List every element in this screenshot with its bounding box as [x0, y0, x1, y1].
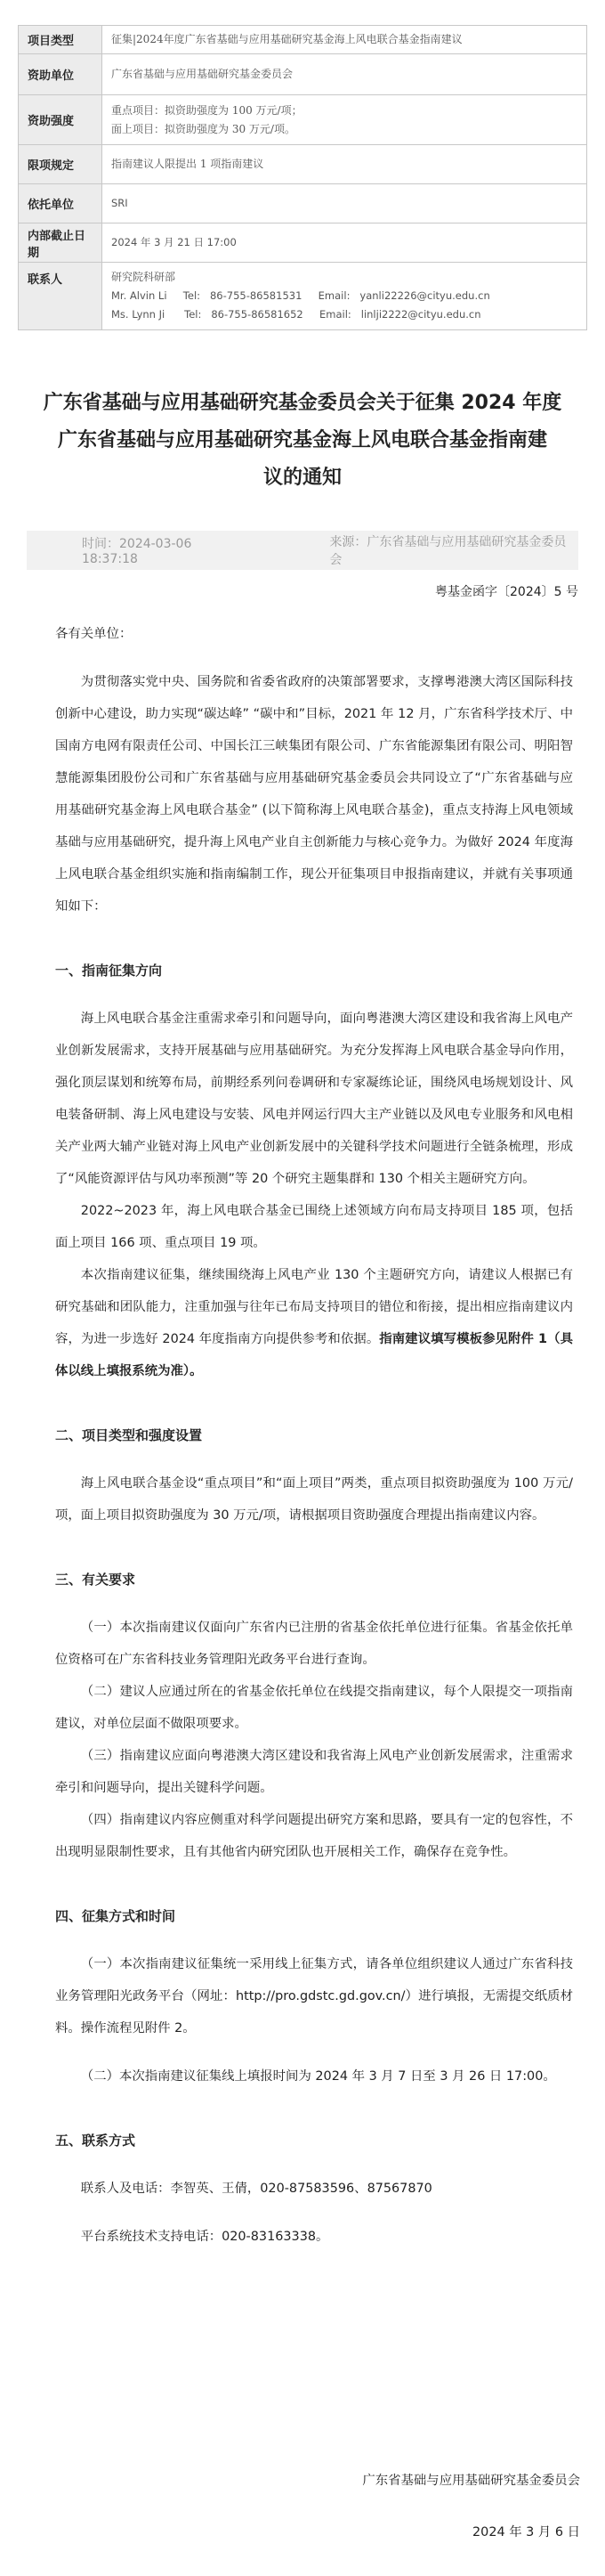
- row-project-type: [19, 26, 587, 54]
- org-label: 依托单位: [19, 184, 102, 223]
- section-1-heading: 一、指南征集方向: [55, 963, 163, 979]
- funder-label: 资助单位: [19, 54, 102, 95]
- section-3-paragraph-1: （一）本次指南建议仅面向广东省内已注册的省基金依托单位进行征集。省基金依托单位资格可在广东省科技业务管理阳光政务平台进行查询。: [55, 1621, 573, 1667]
- section-1-paragraph-3-bold: 指南建议填写模板参见附件 1（具体以线上填报系统为准）。: [55, 1332, 573, 1378]
- section-1-paragraph-2: 2022~2023 年，海上风电联合基金已围绕上述领域方向布局支持项目 185 项，包括面上项目 166 项、重点项目 19 项。: [55, 1204, 573, 1250]
- limit-value: 指南建议人限提出 1 项指南建议: [102, 145, 587, 184]
- row-intensity: [19, 95, 587, 145]
- document-number: 粤基金函字〔2024〕5 号: [435, 585, 578, 599]
- section-3-paragraph-2: （二）建议人应通过所在的省基金依托单位在线提交指南建议，每个人限提交一项指南建议，对单位层面不做限项要求。: [55, 1685, 573, 1731]
- source: 来源：广东省基础与应用基础研究基金委员会: [329, 535, 567, 567]
- project-type-label: 项目类型: [19, 26, 102, 54]
- title-line-3: 议的通知: [262, 467, 342, 489]
- intensity-value: [102, 95, 587, 145]
- intensity-key-project: 重点项目：拟资助强度为 100 万元/项；: [111, 103, 302, 117]
- org-value: SRI: [102, 184, 587, 223]
- deadline-value: 2024 年 3 月 21 日 17:00: [102, 223, 587, 263]
- limit-label: 限项规定: [19, 145, 102, 184]
- section-3-paragraph-4: （四）指南建议内容应侧重对科学问题提出研究方案和思路，要具有一定的包容性，不出现明显限制性要求，且有其他省内研究团队也开展相关工作，确保存在竞争性。: [55, 1813, 573, 1859]
- deadline-label: 内部截止日期: [19, 223, 102, 263]
- row-deadline: [19, 223, 587, 263]
- section-3-paragraph-3: （三）指南建议应面向粤港澳大湾区建设和我省海上风电产业创新发展需求，注重需求牵引和问题导向，提出关键科学问题。: [55, 1749, 573, 1795]
- section-4-heading: 四、征集方式和时间: [55, 1908, 176, 1924]
- funder-value: 广东省基础与应用基础研究基金委员会: [102, 54, 587, 95]
- salutation: 各有关单位：: [55, 627, 133, 641]
- project-type-value: 征集|2024年度广东省基础与应用基础研究基金海上风电联合基金指南建议: [102, 26, 587, 54]
- section-1-paragraph-3: [55, 1259, 573, 1387]
- meta-bar: [27, 531, 578, 570]
- intensity-general-project: 面上项目：拟资助强度为 30 万元/项。: [111, 122, 295, 135]
- row-org: [19, 184, 587, 223]
- section-4-paragraph-1: （一）本次指南建议征集统一采用线上征集方式，请各单位组织建议人通过广东省科技业务管理阳光政务平台（网址：http://pro.gdstc.gd.gov.cn/）进行填报，无需提交纸质材料。操作流程见附件 2。: [55, 1957, 573, 2036]
- contact-person-1: Mr. Alvin Li Tel: 86-755-86581531 Email: yanli22226@cityu.edu.cn: [111, 289, 490, 302]
- publish-time: 时间：2024-03-06 18:37:18: [82, 537, 192, 566]
- row-limit: [19, 145, 587, 184]
- project-info-table: [18, 25, 587, 330]
- section-5-paragraph-2: 平台系统技术支持电话：020-83163338。: [80, 2230, 329, 2244]
- section-1-paragraph-3-text: 本次指南建议征集，继续围绕海上风电产业 130 个主题研究方向，请建议人根据已有研究基础和团队能力，注重加强与往年已布局支持项目的错位和衔接，提出相应指南建议内容，为进一步选好 2024 年度指南方向提供参考和依据。: [55, 1268, 573, 1346]
- contact-person-2: Ms. Lynn Ji Tel: 86-755-86581652 Email: linlji2222@cityu.edu.cn: [111, 308, 481, 321]
- title-line-1: 广东省基础与应用基础研究基金委员会关于征集 2024 年度: [43, 392, 562, 414]
- intro-paragraph: 为贯彻落实党中央、国务院和省委省政府的决策部署要求，支撑粤港澳大湾区国际科技创新中心建设，助力实现“碳达峰” “碳中和”目标，2021 年 12 月，广东省科学技术厅、中国南方电网有限责任公司、中国长江三峡集团有限公司、广东省能源集团有限公司、明阳智慧能源集团股份公司和广东省基础与应用基础研究基金委员会共同设立了“广东省基础与应用基础研究基金海上风电联合基金” (以下简称海上风电联合基金)，重点支持海上风电领域基础与应用基础研究，提升海上风电产业自主创新能力与核心竞争力。为做好 2024 年度海上风电联合基金组织实施和指南编制工作，现公开征集项目申报指南建议，并就有关事项通知如下：: [55, 675, 573, 914]
- section-4-paragraph-2: （二）本次指南建议征集线上填报时间为 2024 年 3 月 7 日至 3 月 26 日 17:00。: [80, 2069, 556, 2084]
- notice-title: [27, 385, 578, 497]
- row-funder: [19, 54, 587, 95]
- intensity-label: 资助强度: [19, 95, 102, 145]
- notice-body: [55, 618, 573, 2253]
- section-2-paragraph-1: 海上风电联合基金设“重点项目”和“面上项目”两类，重点项目拟资助强度为 100 万元/项，面上项目拟资助强度为 30 万元/项，请根据项目资助强度合理提出指南建议内容。: [55, 1476, 573, 1523]
- row-contact: [19, 263, 587, 330]
- section-3-heading: 三、有关要求: [55, 1572, 136, 1588]
- contact-value: [102, 263, 587, 330]
- contact-label: 联系人: [19, 263, 102, 330]
- section-5-paragraph-1: 联系人及电话：李智英、王倩，020-87583596、87567870: [80, 2182, 432, 2196]
- section-1-paragraph-1: 海上风电联合基金注重需求牵引和问题导向，面向粤港澳大湾区建设和我省海上风电产业创新发展需求，支持开展基础与应用基础研究。为充分发挥海上风电联合基金导向作用，强化顶层谋划和统筹布局，前期经系列问卷调研和专家凝练论证，围绕风电场规划设计、风电装备研制、海上风电建设与安装、风电并网运行四大主产业链以及风电专业服务和风电相关产业两大辅产业链对海上风电产业创新发展中的关键科学技术问题进行全链条梳理，形成了“风能资源评估与风功率预测”等 20 个研究主题集群和 130 个相关主题研究方向。: [55, 1012, 573, 1186]
- contact-department: 研究院科研部: [111, 271, 176, 283]
- section-5-heading: 五、联系方式: [55, 2133, 136, 2149]
- signature-date: 2024 年 3 月 6 日: [472, 2525, 580, 2539]
- signature-organization: 广东省基础与应用基础研究基金委员会: [362, 2474, 580, 2488]
- section-2-heading: 二、项目类型和强度设置: [55, 1427, 203, 1443]
- title-line-2: 广东省基础与应用基础研究基金海上风电联合基金指南建: [57, 429, 547, 451]
